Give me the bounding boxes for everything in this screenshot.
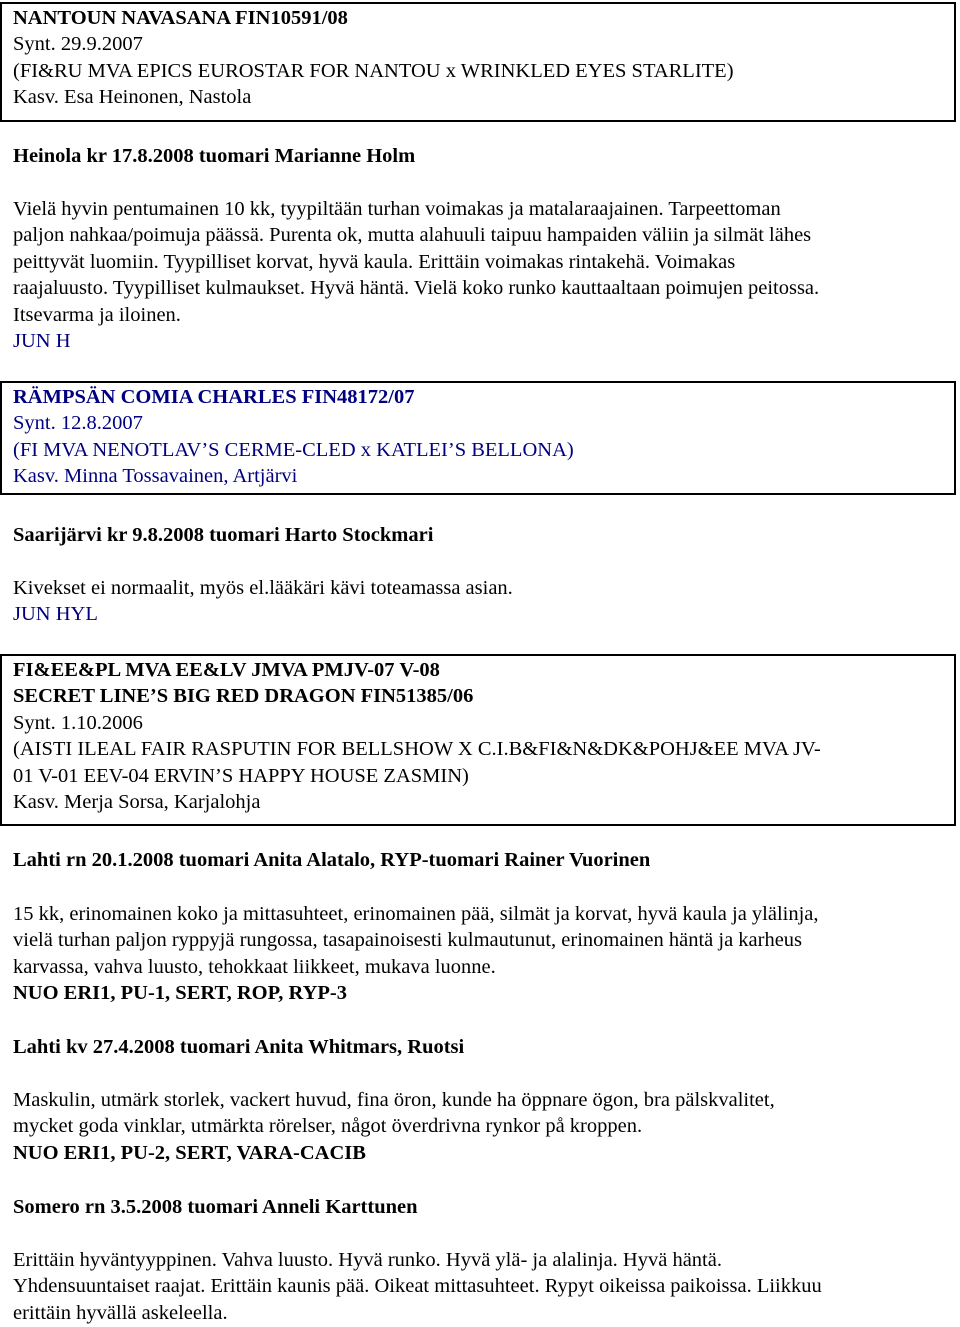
critique-line: vielä turhan paljon ryppyjä rungossa, tasapainoisesti kulmautunut, erinomainen häntä ja karheus <box>13 929 803 952</box>
show-title: Lahti kv 27.4.2008 tuomari Anita Whitmars, Ruotsi <box>13 1036 465 1058</box>
show-result: NUO ERI1, PU-2, SERT, VARA-CACIB <box>13 1141 366 1164</box>
critique-line: erittäin hyvällä askeleella. <box>13 1301 228 1324</box>
dog-name: RÄMPSÄN COMIA CHARLES FIN48172/07 <box>13 386 415 408</box>
show-title: Saarijärvi kr 9.8.2008 tuomari Harto Stockmari <box>13 524 434 546</box>
critique-line: Kivekset ei normaalit, myös el.lääkäri kävi toteamassa asian. <box>13 577 513 599</box>
show-title: Somero rn 3.5.2008 tuomari Anneli Karttunen <box>13 1196 418 1218</box>
show-result: JUN H <box>13 330 71 353</box>
show-critique <box>13 196 948 354</box>
show-title: Heinola kr 17.8.2008 tuomari Marianne Holm <box>13 145 416 167</box>
dog-name: SECRET LINE’S BIG RED DRAGON FIN51385/06 <box>13 685 474 708</box>
dog-parents: (AISTI ILEAL FAIR RASPUTIN FOR BELLSHOW X C.I.B&FI&N&DK&POHJ&EE MVA JV- <box>13 738 821 761</box>
critique-line: Itsevarma ja iloinen. <box>13 303 181 326</box>
dog-titles: FI&EE&PL MVA EE&LV JMVA PMJV-07 V-08 <box>13 659 440 681</box>
show-result: JUN HYL <box>13 603 98 626</box>
show-critique <box>13 575 948 628</box>
dog-parents: 01 V-01 EEV-04 ERVIN’S HAPPY HOUSE ZASMIN) <box>13 764 469 787</box>
dog-breeder: Kasv. Merja Sorsa, Karjalohja <box>13 791 261 814</box>
dog-header-box <box>0 2 956 122</box>
dog-header-box <box>0 654 956 826</box>
dog-birthdate: Synt. 29.9.2007 <box>13 33 143 56</box>
show-result: NUO ERI1, PU-1, SERT, ROP, RYP-3 <box>13 982 347 1005</box>
dog-parents: (FI MVA NENOTLAV’S CERME-CLED x KATLEI’S BELLONA) <box>13 438 574 461</box>
critique-line: raajaluusto. Tyypilliset kulmaukset. Hyvä häntä. Vielä koko runko kauttaaltaan poimujen peitossa. <box>13 277 820 300</box>
critique-line: Maskulin, utmärk storlek, vackert huvud, fina öron, kunde ha öppnare ögon, bra pälskvalitet, <box>13 1089 775 1111</box>
dog-birthdate: Synt. 1.10.2006 <box>13 711 143 734</box>
dog-birthdate: Synt. 12.8.2007 <box>13 412 143 435</box>
show-title: Lahti rn 20.1.2008 tuomari Anita Alatalo, RYP-tuomari Rainer Vuorinen <box>13 849 651 871</box>
dog-breeder: Kasv. Esa Heinonen, Nastola <box>13 86 252 109</box>
critique-line: karvassa, vahva luusto, tehokkaat liikkeet, mukava luonne. <box>13 955 496 978</box>
show-critique <box>13 901 948 1007</box>
critique-line: paljon nahkaa/poimuja päässä. Purenta ok, mutta alahuuli taipuu hampaiden väliin ja silmät lähes <box>13 224 812 247</box>
critique-line: Yhdensuuntaiset raajat. Erittäin kaunis pää. Oikeat mittasuhteet. Rypyt oikeissa paikoissa. Liikkuu <box>13 1275 822 1298</box>
dog-header-box <box>0 381 956 495</box>
critique-line: Vielä hyvin pentumainen 10 kk, tyypiltään turhan voimakas ja matalaraajainen. Tarpeettoman <box>13 198 781 220</box>
show-critique <box>13 1087 948 1166</box>
show-critique <box>13 1247 948 1326</box>
dog-parents: (FI&RU MVA EPICS EUROSTAR FOR NANTOU x WRINKLED EYES STARLITE) <box>13 59 734 82</box>
dog-breeder: Kasv. Minna Tossavainen, Artjärvi <box>13 465 298 488</box>
critique-line: 15 kk, erinomainen koko ja mittasuhteet, erinomainen pää, silmät ja korvat, hyvä kaula ja ylälinja, <box>13 903 819 925</box>
dog-name: NANTOUN NAVASANA FIN10591/08 <box>13 7 348 29</box>
critique-line: peittyvät luomiin. Tyypilliset korvat, hyvä kaula. Erittäin voimakas rintakehä. Voimakas <box>13 250 736 273</box>
critique-line: mycket goda vinklar, utmärkta rörelser, något överdrivna rynkor på kroppen. <box>13 1115 643 1138</box>
critique-line: Erittäin hyväntyyppinen. Vahva luusto. Hyvä runko. Hyvä ylä- ja alalinja. Hyvä häntä. <box>13 1249 722 1271</box>
